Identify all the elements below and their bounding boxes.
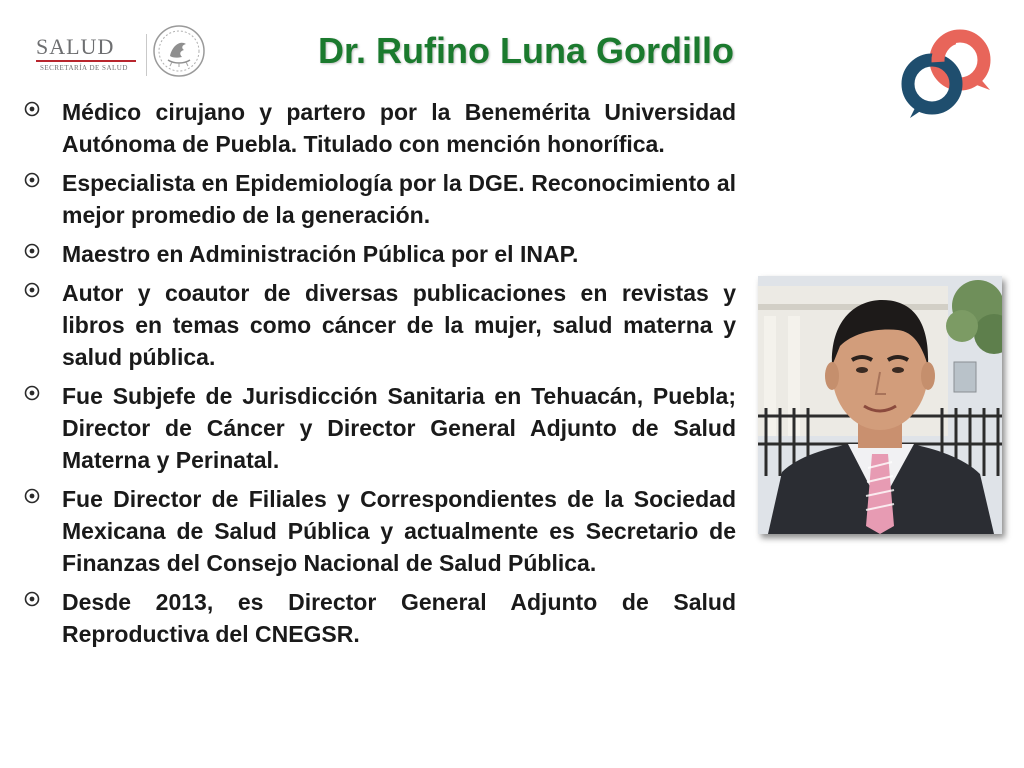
salud-logo-subtitle: SECRETARÍA DE SALUD bbox=[40, 64, 128, 72]
page-title: Dr. Rufino Luna Gordillo bbox=[318, 30, 734, 71]
bullet-text: Desde 2013, es Director General Adjunto de Salud Reproductiva del CNEGSR. bbox=[62, 589, 736, 647]
bullet-text: Médico cirujano y partero por la Benemérita Universidad Autónoma de Puebla. Titulado con mención honorífica. bbox=[62, 99, 736, 157]
circled-dot-icon bbox=[24, 101, 40, 117]
salud-logo-word: SALUD bbox=[36, 34, 115, 59]
circled-dot-icon bbox=[24, 282, 40, 298]
bullet-text: Fue Director de Filiales y Correspondientes de la Sociedad Mexicana de Salud Pública y actualmente es Secretario de Finanzas del Consejo Nacional de Salud Pública. bbox=[62, 486, 736, 576]
mexico-coat-of-arms-icon bbox=[152, 24, 206, 78]
logo-divider bbox=[146, 34, 147, 76]
bullet-text: Maestro en Administración Pública por el INAP. bbox=[62, 241, 579, 267]
list-item bbox=[24, 380, 736, 476]
bio-bullet-list bbox=[24, 96, 736, 657]
bullet-text: Autor y coautor de diversas publicaciones en revistas y libros en temas como cáncer de la mujer, salud materna y salud pública. bbox=[62, 280, 736, 370]
list-item bbox=[24, 483, 736, 579]
salud-logo-rule bbox=[36, 60, 136, 62]
circled-dot-icon bbox=[24, 488, 40, 504]
list-item bbox=[24, 238, 736, 270]
portrait-photo bbox=[758, 276, 1002, 534]
circled-dot-icon bbox=[24, 385, 40, 401]
salud-logo bbox=[36, 34, 146, 74]
list-item bbox=[24, 586, 736, 650]
circled-dot-icon bbox=[24, 243, 40, 259]
list-item bbox=[24, 96, 736, 160]
bullet-text: Especialista en Epidemiología por la DGE. Reconocimiento al mejor promedio de la generación. bbox=[62, 170, 736, 228]
circled-dot-icon bbox=[24, 172, 40, 188]
bullet-text: Fue Subjefe de Jurisdicción Sanitaria en Tehuacán, Puebla; Director de Cáncer y Director General Adjunto de Salud Materna y Perinatal. bbox=[62, 383, 736, 473]
circled-dot-icon bbox=[24, 591, 40, 607]
interlocking-rings-logo-icon bbox=[896, 26, 1000, 122]
list-item bbox=[24, 167, 736, 231]
list-item bbox=[24, 277, 736, 373]
